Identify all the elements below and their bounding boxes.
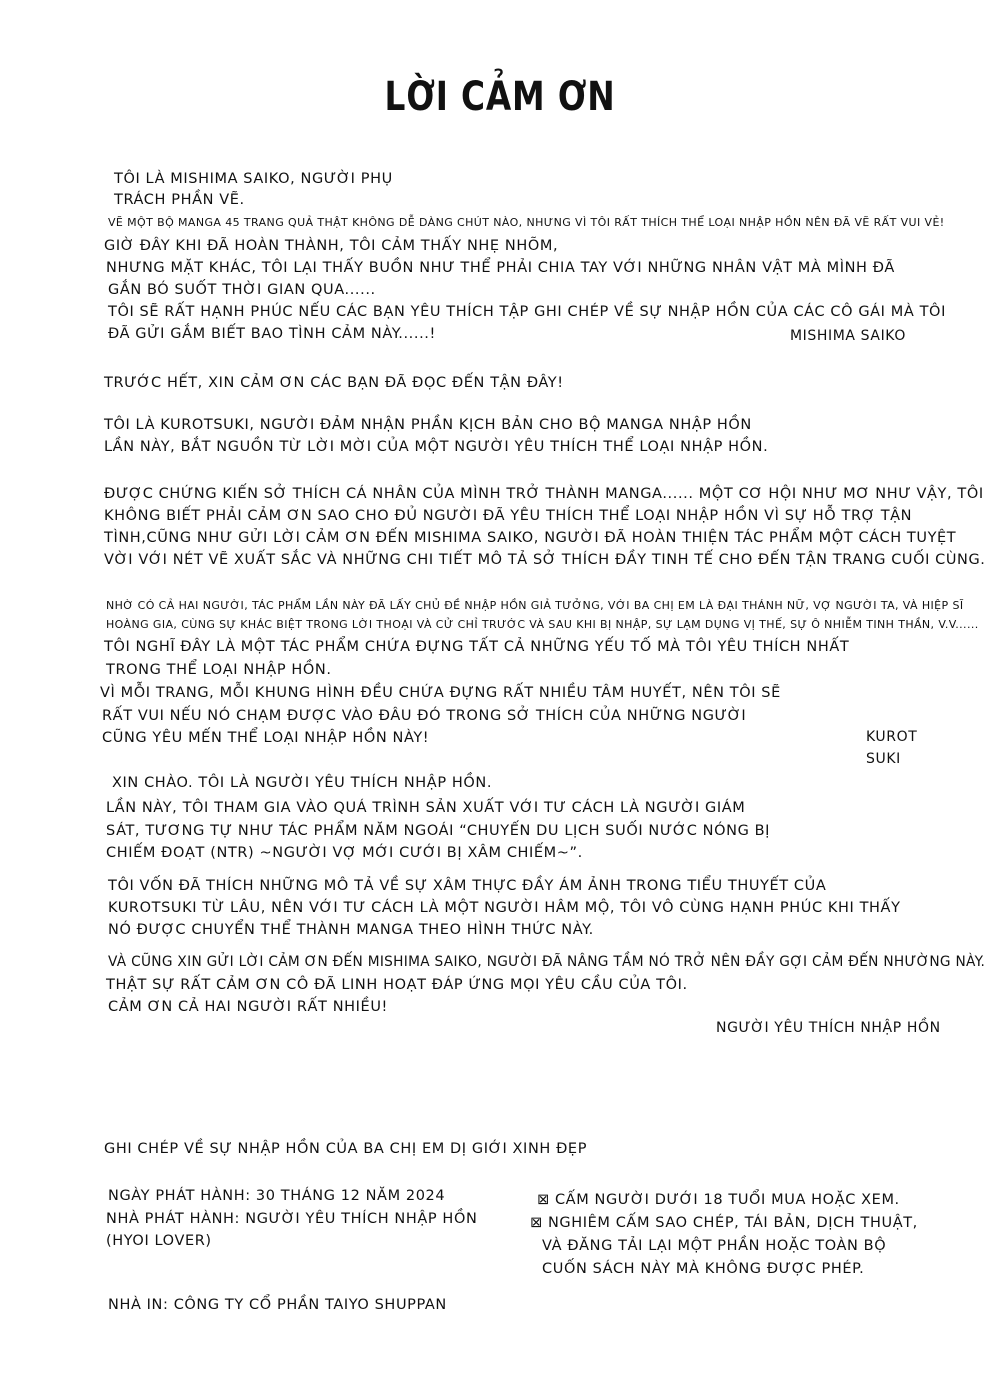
publisher-alt: (HYOI LOVER) — [106, 1233, 212, 1249]
text-line: NHƯNG MẶT KHÁC, TÔI LẠI THẤY BUỒN NHƯ THỂ PHẢI CHIA TAY VỚI NHỮNG NHÂN VẬT MÀ MÌNH ĐÃ — [106, 260, 895, 276]
book-title: GHI CHÉP VỀ SỰ NHẬP HỒN CỦA BA CHỊ EM DỊ GIỚI XINH ĐẸP — [104, 1141, 588, 1157]
signature-hyoi-lover: NGƯỜI YÊU THÍCH NHẬP HỒN — [716, 1020, 941, 1036]
text-line: TÔI LÀ KUROTSUKI, NGƯỜI ĐẢM NHẬN PHẦN KỊCH BẢN CHO BỘ MANGA NHẬP HỒN — [104, 417, 752, 433]
text-line: GIỜ ĐÂY KHI ĐÃ HOÀN THÀNH, TÔI CẢM THẤY NHẸ NHÕM, — [104, 238, 559, 254]
text-line: ĐƯỢC CHỨNG KIẾN SỞ THÍCH CÁ NHÂN CỦA MÌNH TRỞ THÀNH MANGA...... MỘT CƠ HỘI NHƯ MƠ NHƯ VẬY, TÔI — [104, 486, 984, 502]
text-line: GẮN BÓ SUỐT THỜI GIAN QUA...... — [108, 282, 376, 298]
text-line: SÁT, TƯƠNG TỰ NHƯ TÁC PHẨM NĂM NGOÁI “CHUYẾN DU LỊCH SUỐI NƯỚC NÓNG BỊ — [106, 823, 771, 839]
notice-copyright-end: CUỐN SÁCH NÀY MÀ KHÔNG ĐƯỢC PHÉP. — [542, 1261, 865, 1277]
text-line: TÔI SẼ RẤT HẠNH PHÚC NẾU CÁC BẠN YÊU THÍCH TẬP GHI CHÉP VỀ SỰ NHẬP HỒN CỦA CÁC CÔ GÁI MÀ TÔI — [108, 304, 946, 320]
signature-kurotsuki-2: SUKI — [866, 751, 901, 767]
text-line: XIN CHÀO. TÔI LÀ NGƯỜI YÊU THÍCH NHẬP HỒN. — [112, 775, 493, 791]
text-line: VÀ CŨNG XIN GỬI LỜI CẢM ƠN ĐẾN MISHIMA SAIKO, NGƯỜI ĐÃ NÂNG TẦM NÓ TRỞ NÊN ĐẦY GỢI CẢM ĐẾN NHƯỜNG NÀY. — [108, 954, 986, 970]
notice-age-restriction: ⊠ CẤM NGƯỜI DƯỚI 18 TUỔI MUA HOẶC XEM. — [537, 1192, 900, 1208]
text-line: LẦN NÀY, TÔI THAM GIA VÀO QUÁ TRÌNH SẢN XUẤT VỚI TƯ CÁCH LÀ NGƯỜI GIÁM — [106, 800, 746, 816]
text-line: TÌNH,CŨNG NHƯ GỬI LỜI CẢM ƠN ĐẾN MISHIMA SAIKO, NGƯỜI ĐÃ HOÀN THIỆN TÁC PHẨM MỘT CÁCH TUYỆT — [104, 530, 957, 546]
signature-mishima: MISHIMA SAIKO — [790, 328, 906, 344]
text-line: THẬT SỰ RẤT CẢM ƠN CÔ ĐÃ LINH HOẠT ĐÁP ỨNG MỌI YÊU CẦU CỦA TÔI. — [106, 977, 688, 993]
page-title: LỜI CẢM ƠN — [384, 74, 616, 120]
text-line: CHIẾM ĐOẠT (NTR) ~NGƯỜI VỢ MỚI CƯỚI BỊ XÂM CHIẾM~”. — [106, 845, 583, 861]
text-line: ĐÃ GỬI GẮM BIẾT BAO TÌNH CẢM NÀY......! — [108, 326, 436, 342]
text-line: VÌ MỖI TRANG, MỖI KHUNG HÌNH ĐỀU CHỨA ĐỰNG RẤT NHIỀU TÂM HUYẾT, NÊN TÔI SẼ — [100, 685, 781, 701]
text-line: VỜI VỚI NÉT VẼ XUẤT SẮC VÀ NHỮNG CHI TIẾT MÔ TẢ SỞ THÍCH ĐẦY TINH TẾ CHO ĐẾN TẬN TRANG CUỐI CÙNG. — [104, 552, 986, 568]
text-line: TÔI LÀ MISHIMA SAIKO, NGƯỜI PHỤ — [114, 171, 393, 187]
text-line: KUROTSUKI TỪ LÂU, NÊN VỚI TƯ CÁCH LÀ MỘT NGƯỜI HÂM MỘ, TÔI VÔ CÙNG HẠNH PHÚC KHI THẤY — [108, 900, 901, 916]
text-line: TÔI VỐN ĐÃ THÍCH NHỮNG MÔ TẢ VỀ SỰ XÂM THỰC ĐẦY ÁM ẢNH TRONG TIỂU THUYẾT CỦA — [108, 878, 827, 894]
publisher: NHÀ PHÁT HÀNH: NGƯỜI YÊU THÍCH NHẬP HỒN — [106, 1211, 478, 1227]
text-line: TRƯỚC HẾT, XIN CẢM ƠN CÁC BẠN ĐÃ ĐỌC ĐẾN TẬN ĐÂY! — [104, 375, 564, 391]
notice-copyright: ⊠ NGHIÊM CẤM SAO CHÉP, TÁI BẢN, DỊCH THUẬT, — [530, 1215, 918, 1231]
text-line: HOÀNG GIA, CÙNG SỰ KHÁC BIỆT TRONG LỜI THOẠI VÀ CỬ CHỈ TRƯỚC VÀ SAU KHI BỊ NHẬP, SỰ LẠM DỤNG VỊ THẾ, SỰ Ô NHIỄM TINH THẦN, V.V...... — [106, 618, 979, 631]
text-line: KHÔNG BIẾT PHẢI CẢM ƠN SAO CHO ĐỦ NGƯỜI ĐÃ YÊU THÍCH THỂ LOẠI NHẬP HỒN VÌ SỰ HỖ TRỢ TẬN — [104, 508, 913, 524]
text-line: TRONG THỂ LOẠI NHẬP HỒN. — [106, 662, 332, 678]
release-date: NGÀY PHÁT HÀNH: 30 THÁNG 12 NĂM 2024 — [108, 1188, 446, 1204]
text-line: RẤT VUI NẾU NÓ CHẠM ĐƯỢC VÀO ĐÂU ĐÓ TRONG SỞ THÍCH CỦA NHỮNG NGƯỜI — [102, 708, 747, 724]
text-line: NÓ ĐƯỢC CHUYỂN THỂ THÀNH MANGA THEO HÌNH THỨC NÀY. — [108, 922, 594, 938]
text-line: CŨNG YÊU MẾN THỂ LOẠI NHẬP HỒN NÀY! — [102, 730, 430, 746]
text-line: TRÁCH PHẦN VẼ. — [114, 192, 245, 208]
text-line: NHỜ CÓ CẢ HAI NGƯỜI, TÁC PHẨM LẦN NÀY ĐÃ LẤY CHỦ ĐỀ NHẬP HỒN GIẢ TƯỞNG, VỚI BA CHỊ EM LÀ ĐẠI THÁNH NỮ, VỢ NGƯỜI TA, VÀ HIỆP SĨ — [106, 599, 964, 612]
text-line: VẼ MỘT BỘ MANGA 45 TRANG QUẢ THẬT KHÔNG DỄ DÀNG CHÚT NÀO, NHƯNG VÌ TÔI RẤT THÍCH THỂ LOẠI NHẬP HỒN NÊN ĐÃ VẼ RẤT VUI VẺ! — [108, 216, 945, 229]
notice-copyright-cont: VÀ ĐĂNG TẢI LẠI MỘT PHẦN HOẶC TOÀN BỘ — [542, 1238, 887, 1254]
text-line: CẢM ƠN CẢ HAI NGƯỜI RẤT NHIỀU! — [108, 999, 388, 1015]
text-line: LẦN NÀY, BẮT NGUỒN TỪ LỜI MỜI CỦA MỘT NGƯỜI YÊU THÍCH THỂ LOẠI NHẬP HỒN. — [104, 439, 769, 455]
printer: NHÀ IN: CÔNG TY CỔ PHẦN TAIYO SHUPPAN — [108, 1297, 447, 1313]
text-line: TÔI NGHĨ ĐÂY LÀ MỘT TÁC PHẨM CHỨA ĐỰNG TẤT CẢ NHỮNG YẾU TỐ MÀ TÔI YÊU THÍCH NHẤT — [104, 639, 850, 655]
signature-kurotsuki-1: KUROT — [866, 729, 918, 745]
